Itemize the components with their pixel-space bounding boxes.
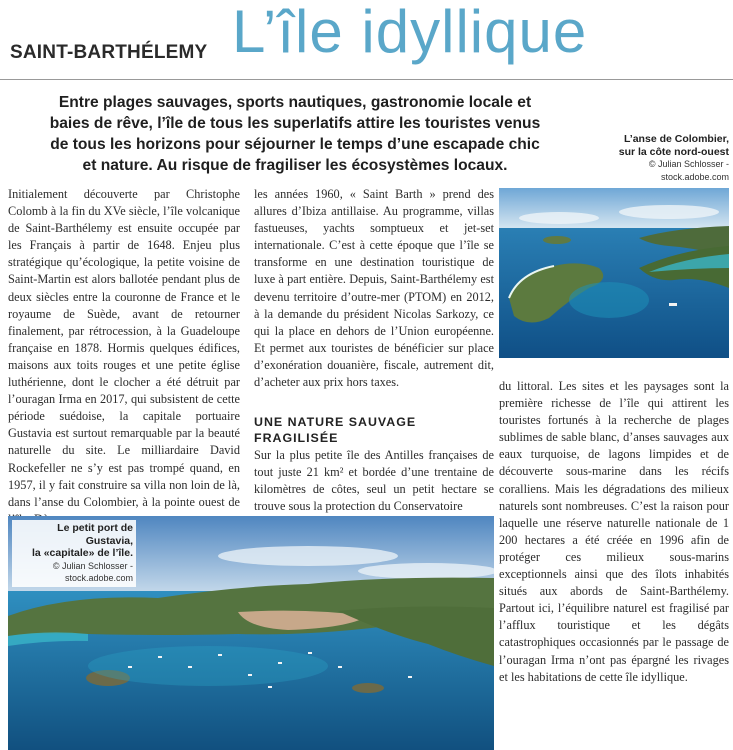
- body-paragraph: Sur la plus petite île des Antilles françaises de tout juste 21 km² et bordée d’une trentaine de kilomètres de côtes, seul un petit hectare se trouve sous la protection du Conservatoire: [254, 448, 494, 514]
- section-subhead: UNE NATURE SAUVAGE FRAGILISÉE: [254, 415, 417, 445]
- photo-credit: stock.adobe.com: [660, 171, 729, 182]
- body-paragraph: du littoral. Les sites et les paysages sont la première richesse de l’île qui attirent les touristes fortunés à la recherche de plages sublimes de sable blanc, d’anses sauvages aux eaux turquoise, de lagons limpides et de découverte sous-marine dans les récifs coralliens. Mais les dégradations des milieux naturels sont nombreuses. C’est la raison pour laquelle une réserve naturelle nationale de 1 200 hectares a été créée en 1996 afin de protéger ces milieux sous-marins exceptionnels ainsi que des îlots inhabités situés aux abords de Saint-Barthélemy. Partout ici, l’équilibre naturel est fragilisé par l’afflux touristique et les dégâts catastrophiques occasionnés par le passage de l’ouragan Irma n’ont pas épargné les rivages et les habitations de cette île idyllique.: [499, 379, 729, 684]
- caption-line: L’anse de Colombier,: [623, 133, 729, 145]
- lead-paragraph: Entre plages sauvages, sports nautiques, gastronomie locale et baies de rêve, l’île de tous les superlatifs attire les touristes venus de tous les horizons pour séjourner le temps d’une escapade chic et nature. Au risque de fragiliser les écosystèmes locaux.: [49, 94, 541, 174]
- header-rule: [0, 79, 733, 80]
- caption-line: sur la côte nord-ouest: [618, 145, 729, 158]
- caption-line: Le petit port de Gustavia,: [57, 522, 133, 547]
- article-column-1: [8, 186, 240, 528]
- caption-gustavia: [12, 520, 136, 587]
- photo-credit: © Julian Schlosser -: [52, 560, 133, 571]
- article-column-2-cont: [254, 447, 494, 515]
- article-column-2: [254, 186, 494, 391]
- photo-anse-colombier: [499, 188, 729, 358]
- body-paragraph: Initialement découverte par Christophe Colomb à la fin du XVe siècle, l’île volcanique de Saint-Barthélemy est ensuite occupée par les Français à partir de 1648. Enjeu plus stratégique qu’écologique, la petite voisine de Saint-Martin est alors ballotée pendant plus de deux siècles entre la couronne de France et le royaume de Suède, avant de retourner finalement, par rétrocession, à la Guadeloupe française en 1878. Hormis quelques édifices, maisons aux toits rouges et une petite église luthérienne, dont le clocher a été détruit par l’ouragan Irma en 2017, qui subsistent de cette période suédoise, la capitale portuaire Gustavia est surtout remarquable par la beauté naturelle du site. Le milliardaire David Rockefeller ne s’y est pas trompé quand, en 1957, il y fait construire sa villa non loin de là, dans l’anse du Colombier, à la pointe ouest de: [8, 187, 240, 509]
- photo-credit: © Julian Schlosser -: [648, 159, 729, 169]
- body-paragraph: les années 1960, « Saint Barth » prend des allures d’Ibiza antillaise. Au programme, villas fastueuses, yachts somptueux et jet-set internationale. C’est à cette époque que l’île se transforme en une destination touristique de luxe à part entière. Depuis, Saint-Barthélemy est devenu territoire d’outre-mer (PTOM) en 2012, à la demande du président Nicolas Sarkozy, ce qui la place en dehors de l’Union européenne. Et permet aux touristes de bénéficier sur place d’exonération douanière, fiscale, autrement dit, d’acheter aux prix hors taxes.: [254, 187, 494, 390]
- page-title: L’île idyllique: [232, 0, 588, 65]
- caption-line: la «capitale» de l’île.: [32, 547, 133, 559]
- caption-colombier: [585, 133, 729, 183]
- article-column-3: [499, 378, 729, 686]
- section-kicker: SAINT-BARTHÉLEMY: [10, 42, 208, 63]
- photo-credit: stock.adobe.com: [64, 573, 133, 583]
